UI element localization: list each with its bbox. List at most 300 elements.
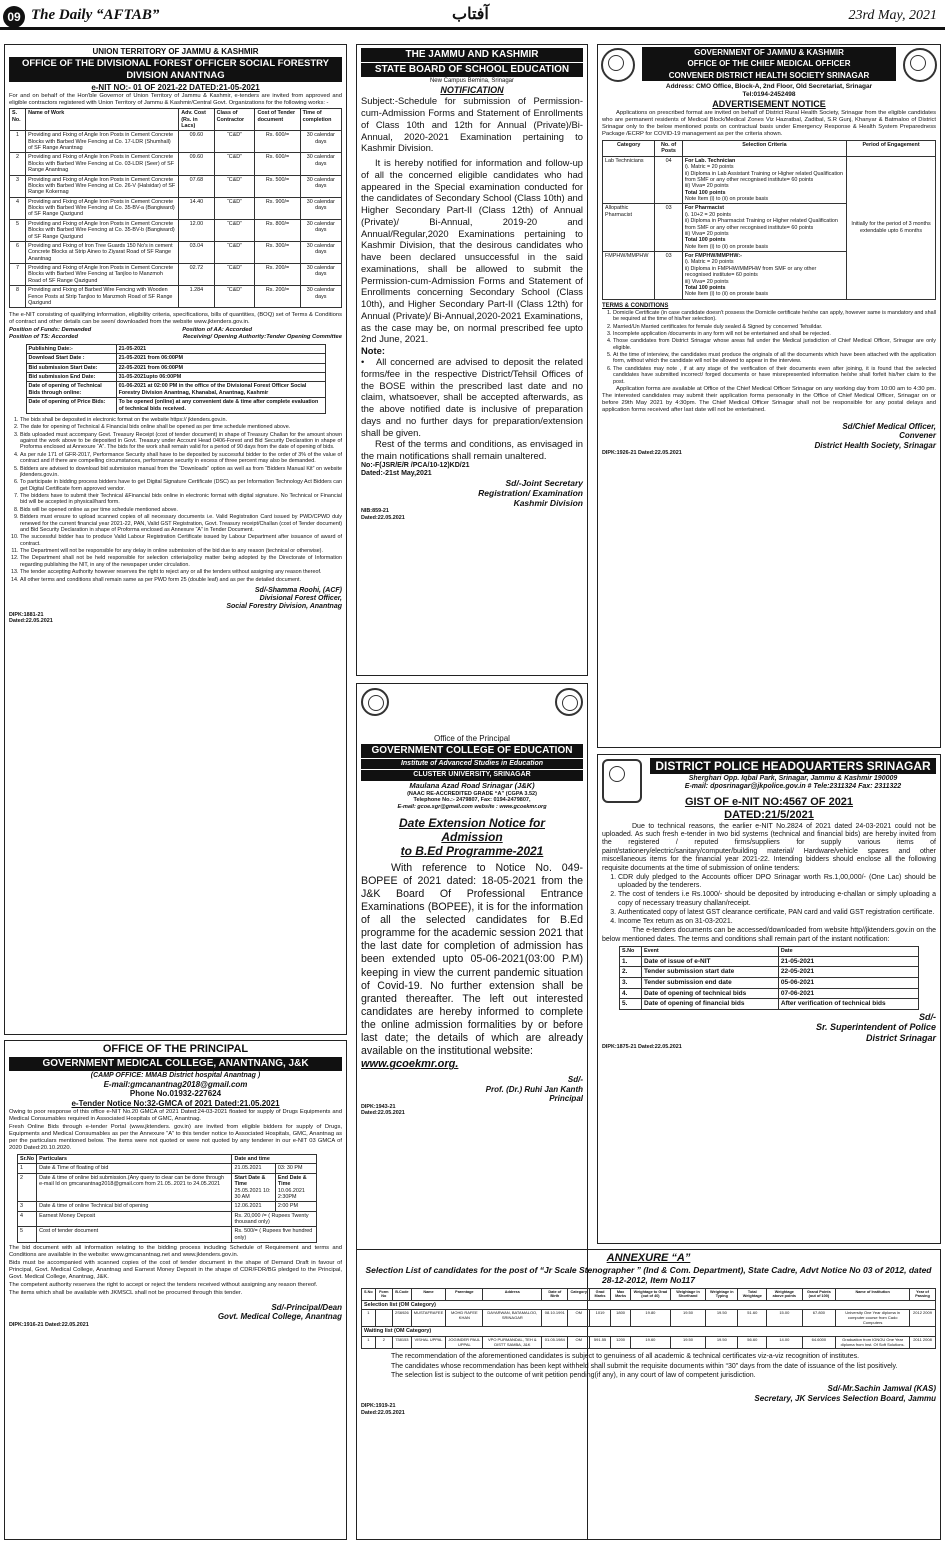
term-item: 3. Bids uploaded must accompany Govt. Treasury Receipt (cost of tender document) in shape of Treasury Challan for the amount shown against the work above to be deposited in Govt. Treasury under Account Head 0406-Forest and Bid Security Declaration in shape of Proforma enclosed at Annexure “A”. The bids for the work shall remain valid for a period of 90 days from the date of opening of bids. [20, 432, 342, 451]
table-cell: 07-06-2021 [778, 988, 918, 999]
gmc-p5: The competent authority reserves the right to accept or reject the tenders received without assigning any reason thereof. [9, 1281, 318, 1288]
cmo-notice [597, 44, 941, 748]
table-cell: After verification of technical bids [778, 999, 918, 1010]
gmc-cell: Cost of tender document [37, 1227, 232, 1243]
annex-col-header: Parentage [446, 1289, 483, 1301]
table-cell: “C&D” [214, 286, 255, 308]
term-item: 5. Bidders are advised to download bid submission manual from the “Downloads” option as well as from “Bidders Manual Kit” on website jktenders.gov.in. [20, 466, 342, 479]
gmc-email: E-mail:gmcanantnag2018@gmail.com [103, 1080, 248, 1090]
table-cell: 3. [620, 977, 642, 988]
gmc-cell: Rs. 20,000 /= ( Rupees Twenty thousand only) [232, 1211, 317, 1227]
table-cell: Providing and Fixing of Angle Iron Posts in Cement Concrete Blocks with Barbed Wire Fencing at Co. 35-BV-a (Bangiward) of SF Range Qazigund [26, 197, 179, 219]
table-cell: 30 calendar days [300, 197, 341, 219]
bose-h1: THE JAMMU AND KASHMIR [361, 48, 583, 62]
table-cell: Providing and Fixing of Angle Iron Posts in Cement Concrete Blocks with Barbed Wire Fencing at Co. 03-LDR (Seer) of SF Range Anantnag [26, 153, 179, 175]
cmo-addr: Address: CMO Office, Block-A, 2nd Floor, Old Secretariat, Srinagar [665, 83, 873, 91]
gmc-cell [275, 1173, 316, 1202]
annex-dipk: DIPK:1919-21 [361, 1403, 396, 1410]
table-cell: 1.284 [179, 286, 214, 308]
table-cell: 67.800 [802, 1310, 836, 1327]
term-item: 7. The bidders have to submit their Technical &Financial bids online in electronic format with digital signature. No Technical or Financial bid will be accepted in physical/hard form. [20, 493, 342, 506]
criteria-line: For FMPHW/MMPHW:- [684, 253, 742, 260]
cmo-dipk: DIPK:1926-21 Dated:22.05.2021 [602, 450, 682, 456]
table-cell: 1 [362, 1310, 376, 1327]
gmc-end-head: End Date & Time [277, 1174, 307, 1188]
cmo-criteria [682, 252, 846, 300]
table-cell: 08.10.1991 [542, 1310, 568, 1327]
forest-col-header: Class of Contractor [214, 109, 255, 131]
gcoe-t1: Date Extension Notice for [398, 816, 546, 831]
table-cell: 51.60 [738, 1310, 767, 1327]
table-cell: 09.60 [179, 153, 214, 175]
gcoe-dated: Dated:22.05.2021 [361, 1110, 405, 1117]
table-cell: “C&D” [214, 197, 255, 219]
term-item: 1. Domicile Certificate (in case candidate doesn't possess the Domicile certificate he/she can apply, however same is mandatory and shall be required at the time of his/her selection). [613, 310, 936, 323]
forest-receiving: Receiving/ Opening Authority:Tender Opening Committee [183, 334, 342, 341]
bose-notice [356, 44, 588, 676]
paper-logo: آفتاب [452, 4, 489, 23]
gcoe-sig2: Principal [549, 1094, 583, 1104]
gmc-cell: Date & Time of floating of bid [37, 1164, 232, 1173]
table-cell: 1019 [589, 1310, 610, 1327]
criteria-line: Note Item (i) to (ii) on prorate basis [684, 196, 769, 203]
gmc-col-date: Date and time [232, 1155, 317, 1164]
criteria-line: For Pharmacist [684, 205, 725, 212]
table-cell: 2 [10, 153, 26, 175]
schedule-label: Bid submission Start Date: [26, 363, 116, 372]
table-cell: “C&D” [214, 241, 255, 263]
table-cell: “C&D” [214, 153, 255, 175]
criteria-line: i). Matric = 20 points [684, 259, 734, 266]
police-gist: GIST OF e-NIT NO:4567 OF 2021 [684, 795, 854, 808]
criteria-line: Total 100 points [684, 284, 726, 291]
gcoe-website-link[interactable]: www.gcoekmr.org. [361, 1058, 459, 1071]
annex-col-header: Grad Marks [589, 1289, 610, 1301]
cmo-sig1: Sd/Chief Medical Officer, [842, 421, 936, 431]
gmc-cell: 4 [18, 1211, 37, 1227]
gmc-table [17, 1154, 317, 1243]
term-item: 6. The candidates may note , if at any stage of the verification of their documents even after joining, it is found that the selected candidates have submitted incorrect/ forged documents or have misrepresented information he/she shall forfeit his/her claim to the post. [613, 366, 936, 385]
gmc-p6: The items which shall be available with JKMSCL shall not be procurred through this tender. [9, 1289, 243, 1296]
table-cell: Rs. 200/= [255, 286, 300, 308]
college-seal-icon [361, 688, 389, 716]
table-cell: Rs. 600/= [255, 153, 300, 175]
table-cell: 19.80 [631, 1310, 671, 1327]
gmc-dipk: DIPK:1916-21 Dated:22.05.2021 [9, 1321, 89, 1328]
criteria-line: ii) Diploma in FMPHW/MMPHW from SMF or any other recognised institute= 60 points [684, 265, 817, 279]
table-cell: 30 calendar days [300, 175, 341, 197]
cmo-app: Application forms are available at Office of the Chief Medical Officer Srinagar on any working day from 10:00 am to 4:30 pm. The interested candidates may submit their application forms personally in the Office of Chief Medical Officer, Srinagar on or before 29th May 2021 by 4:30pm. The Chief Medical Officer Srinagar shall not be responsible for any postal delays and application forms received after last date will not be entertained. [602, 385, 936, 413]
table-cell: 01.05.1984 [542, 1336, 568, 1348]
annex-col-header: Address [483, 1289, 542, 1301]
term-item: 9. Bidders must ensure to upload scanned copies of all necessary documents i.e. Valid Registration Card issued by PWD/CPWD duly renewed for the current financial year 2021-22, PAN, Valid GST Registration, Govt. Treasury receipt/Challan (cost of Tender document) and Bid Security Declaration in shape of Proforma enclosed as Annexure “A” in Tender Document. [20, 514, 342, 533]
forest-p2: The e-NIT consisting of qualifying information, eligibility criteria, specifications, bills of quantities, (BOQ) set of Terms & Conditions of contract and other details can be seen/ downloaded from the website www.jktenders.gov.in. [9, 312, 342, 326]
nhm-logo-right-icon [903, 48, 937, 82]
gmc-end-val: 10.06.2021 2:30PM [277, 1187, 305, 1200]
table-cell: 30 calendar days [300, 153, 341, 175]
gcoe-sig1: Prof. (Dr.) Ruhi Jan Kanth [485, 1084, 583, 1094]
table-row [10, 264, 342, 286]
police-sd: Sd/- [919, 1011, 936, 1022]
gmc-sig1: Sd/-Principal/Dean [271, 1302, 342, 1312]
gmc-p4: Bids must be accompanied with scanned copies of the cost of tender document in the shape of Demand Draft in favour of Principal, Govt. Medical College, Anantnag and Earnest Money Deposit in the shape of CDR/FDR/BG pledged to the Principal, Govt. Medical College, Anantnag, J&K. [9, 1260, 342, 1280]
schedule-label: Date of opening of Price Bids: [26, 398, 116, 414]
schedule-row [26, 398, 325, 414]
gmc-cell: 03: 30 PM [275, 1164, 316, 1173]
gmc-cell: 2 [18, 1173, 37, 1202]
term-item: 4. Those candidates from District Srinagar whose areas fall under the Medical jurisdiction of Chief Medical Officer, Srinagar are only eligible. [613, 338, 936, 351]
gmc-h1: OFFICE OF THE PRINCIPAL [102, 1043, 249, 1055]
forest-col-header: S. No. [10, 109, 26, 131]
term-item: 12. The Department shall not be held responsible for selection criteria/policy matter being adopted by the Directorate of Information regarding publishing the NIT, in any of the newspaper under circulation. [20, 555, 342, 568]
table-row [10, 219, 342, 241]
table-cell: Rs. 300/= [255, 241, 300, 263]
forest-col-header: Name of Work [26, 109, 179, 131]
cmo-col-header: No. of Posts [655, 141, 682, 157]
forest-ts: Position of TS: Accorded [9, 334, 79, 341]
cmo-tc: TERMS & CONDITIONS [602, 302, 669, 309]
table-row [603, 156, 936, 204]
table-cell: Rs. 500/= [255, 175, 300, 197]
criteria-line: Note Item (i) to (ii) on prorate basis [684, 243, 769, 250]
term-item: 5. At the time of interview, the candidates must produce the originals of all the documents which have been attached with the application form, without which the candidate will not be allowed to appear in the interview. [613, 352, 936, 365]
schedule-label: Bid submission End Date: [26, 373, 116, 382]
table-cell: Providing and Fixing of Barbed Wire Fencing with Wooden Fence Posts at Strip Tanjloo to Manzmoh Road of SF Range Qazigund [26, 286, 179, 308]
table-cell: MUSTAFRAFEE [411, 1310, 445, 1327]
page-number: 09 [3, 6, 25, 28]
cmo-criteria [682, 204, 846, 252]
police-col-header: Event [642, 947, 779, 956]
bose-h2: STATE BOARD OF SCHOOL EDUCATION [361, 63, 583, 77]
forest-works-table [9, 108, 342, 308]
table-cell: “C&D” [214, 175, 255, 197]
term-item: 6. To participate in bidding process bidders have to get Digital Signature Certificate (DSC) as per Information Technology Act Bidders can get Digital Certificate form approved vendor. [20, 479, 342, 492]
table-cell: DAYARWAN, BATAMALOO, SRINAGAR [483, 1310, 542, 1327]
requirement-item: 4. Income Tex return as on 31-03-2021. [618, 918, 936, 926]
term-item: 2. The date for opening of Technical & Financial bids online shall be opened as per time schedule mentioned above. [20, 424, 342, 430]
annex-col-header: Weightage in Typing [706, 1289, 738, 1301]
forest-col-header: Cost of Tender document [255, 109, 300, 131]
table-cell: Rs. 200/= [255, 264, 300, 286]
schedule-row [26, 354, 325, 363]
issue-date: 23rd May, 2021 [848, 8, 937, 23]
cmo-posts: 04 [655, 156, 682, 204]
table-row [620, 977, 919, 988]
schedule-label: Date of opening of Technical Bids through online: [26, 382, 116, 398]
cmo-col-header: Category [603, 141, 655, 157]
table-cell: 6 [10, 241, 26, 263]
forest-notice [4, 44, 347, 1035]
gmc-notice [4, 1040, 347, 1540]
schedule-value: 22-05-2021 from 06:00PM [116, 363, 325, 372]
table-cell: 19.50 [670, 1310, 705, 1327]
police-sig1: Sr. Superintendent of Police [815, 1022, 936, 1033]
cmo-title: ADVERTISEMENT NOTICE [712, 98, 826, 109]
gmc-cell: 5 [18, 1227, 37, 1243]
criteria-line: Total 100 points [684, 237, 726, 244]
police-addr: Sherghari Opp. Iqbal Park, Srinagar, Jammu & Kashmir 190009 [688, 775, 898, 783]
gcoe-h2: Institute of Advanced Studies in Education [361, 759, 583, 769]
schedule-row [26, 382, 325, 398]
table-cell: 14.00 [767, 1336, 802, 1348]
forest-h2: OFFICE OF THE DIVISIONAL FOREST OFFICER SOCIAL FORESTRY DIVISION ANANTNAG [9, 57, 342, 81]
gmc-p2: Fresh Online Bids through e-tender Portal (www.jktenders. gov.in) are invited from eligible bidders for supply of Drugs, Equipments and Medical Consumables as per the Annexure “A” to this tender notice to Associated Hospitals, GMC, Anantnag as per the particulars mentioned below. The items were not quoted or were not quoted by any tenderer in our e-NIT 03 GMCA of 2020 Dated:20.10.2020. [9, 1124, 342, 1152]
annex-col-header: Form No [375, 1289, 392, 1301]
table-cell: 03.04 [179, 241, 214, 263]
gcoe-h1: GOVERNMENT COLLEGE OF EDUCATION [361, 744, 583, 758]
cmo-table [602, 140, 936, 300]
police-items [602, 874, 936, 927]
bose-addr: New Campus Bemina, Srinagar [429, 77, 515, 84]
annex-col-header: Year of Passing [910, 1289, 936, 1301]
bose-sig1: Sd/-Joint Secretary [505, 478, 583, 489]
forest-dated: Dated:22.05.2021 [9, 618, 53, 624]
table-cell: 09.60 [179, 131, 214, 153]
table-cell: 30 calendar days [300, 219, 341, 241]
annex-col-header: Weightage above points [767, 1289, 802, 1301]
table-cell: 19.50 [670, 1336, 705, 1348]
gmc-phone: Phone No.01932-227624 [129, 1089, 222, 1099]
table-cell: 07.68 [179, 175, 214, 197]
table-row [10, 197, 342, 219]
table-cell: VISHAL UPPAL [411, 1336, 445, 1348]
table-cell: Rs. 900/= [255, 197, 300, 219]
forest-funds: Position of Funds: Demanded [9, 327, 92, 334]
table-cell: 2012 2009 [910, 1310, 936, 1327]
term-item: 14. All other terms and conditions shall remain same as per PWD form 25 (double leaf) and as per the detailed document. [20, 577, 342, 583]
table-cell: 05-06-2021 [778, 977, 918, 988]
annex-dated: Dated:22.05.2021 [361, 1409, 405, 1416]
bose-bullet: • All concerned are advised to deposit the related forms/fee in the respective District/Tehsil Offices of the BOSE within the prescribed last date and no claim, whatsoever, shall be accepted afterwards, as the above notified date is inclusive of preparation days and no further days for preparation/extension shall be given. [361, 356, 583, 438]
gcoe-mail: E-mail: gcoe.sgr@gmail.com website : www.gcoekmr.org [397, 803, 547, 810]
cmo-h3: CONVENER DISTRICT HEALTH SOCIETY SRINAGAR [642, 70, 896, 81]
table-cell: 15.00 [767, 1310, 802, 1327]
bose-note: Note: [361, 345, 385, 357]
forest-intro: For and on behalf of the Hon'ble Governor of Union Territory of Jammu & Kashmir, e-tenders are invited from approved and eligible contractors registered with Union Territory of Jammu & Kashmir/Central Govt. Organizations for the following works: - [9, 93, 342, 107]
annex-title: ANNEXURE “A” [606, 1252, 691, 1264]
bose-bullet-text: All concerned are advised to deposit the related forms/fee in the respective District/Tehsil Offices of the BOSE within the prescribed last date and no claim, whatsoever, shall be accepted afterwards, as the above notified date is inclusive of preparation days and no further days for preparation/extension shall be given. [361, 356, 583, 438]
gmc-cell: 2:00 PM [275, 1202, 316, 1211]
table-cell: 4. [620, 988, 642, 999]
gmc-col-particulars: Particulars [37, 1155, 232, 1164]
criteria-line: i). Matric = 20 points [684, 164, 734, 171]
gmc-notice-no: e-Tender Notice No:32-GMCA of 2021 Dated:21.05.2021 [71, 1098, 280, 1108]
table-cell: “C&D” [214, 131, 255, 153]
table-row [362, 1310, 936, 1327]
police-col-header: S.No [620, 947, 642, 956]
annex-col-header: S.No [362, 1289, 376, 1301]
table-row [10, 153, 342, 175]
table-cell: Graduation from IGNOU One Year diploma from Inst. Of Soft Solutions. [836, 1336, 910, 1348]
police-dipk: DIPK:1875-21 Dated:22.05.2021 [602, 1043, 682, 1050]
gcoe-sd: Sd/- [567, 1075, 583, 1085]
forest-sig1: Sd/-Shamma Roohi, (ACF) [254, 586, 342, 594]
gmc-start-head: Start Date & Time [234, 1174, 266, 1188]
gcoe-body: With reference to Notice No. 049-BOPEE of 2021 dated: 18-05-2021 from the J&K Board Of Professional Entrance Examinations (BOPEE), it is for the information of all the selected candidates for B.Ed programme for the academic session 2021 that the last date for completion of admission has been extended upto 05-06-2021(03:00 P.M) keeping in view the current pandemic situation of Covid-19. No further extension shall be granted thereafter. The left out interested candidates are hereby informed to complete the online admission formalities by or before last date; the details of which are already available on the institutional website: [361, 861, 583, 1058]
table-cell: Tender submission start date [642, 967, 779, 978]
table-row [10, 286, 342, 308]
forest-dipk: DIPK:1881-21 [9, 611, 44, 618]
gmc-p3: The bid document with all information relating to the bidding process including Schedule of Requirement and terms and Conditions are available in the website: www.gmcanantnag.net and www.jktenders.gov.in. [9, 1245, 342, 1259]
cmo-category: Lab Technicians [603, 156, 655, 204]
gmc-cell: 21.05.2021 [232, 1164, 275, 1173]
table-cell: “C&D” [214, 219, 255, 241]
gcoe-dipk: DIPK:1943-21 [361, 1103, 396, 1110]
gcoe-t2: Admission [441, 830, 503, 845]
term-item: 4. As per rule 171 of GFR-2017, Performance Security shall have to be deposited by successful bidder to the order of 3% of the value of contract and if there are compelling circumstances, performance security in excess of three percent may also be demanded. [20, 452, 342, 465]
gmc-sig2: Govt. Medical College, Anantnag [217, 1312, 342, 1322]
table-cell: Providing and Fixing of Angle Iron Posts in Cement Concrete Blocks with Barbed Wire Fencing at Co. 17-LDR (Shumhall) of SF Range Anantnag [26, 131, 179, 153]
table-row [620, 999, 919, 1010]
term-item: 3. Incomplete application /documents in any form will not be entertained and shall be rejected. [613, 331, 936, 337]
criteria-line: ii) Diploma in Pharmacist Training or Higher related Qualification from SMF or any other recognised institute= 60 points [684, 218, 838, 231]
gmc-cell: Date & time of online Technical bid of opening [37, 1202, 232, 1211]
gmc-cell: 1 [18, 1164, 37, 1173]
schedule-value: 21-05-2021 [116, 344, 325, 353]
table-cell: Tender submission end date [642, 977, 779, 988]
table-cell: University One Year diploma in computer course from Cado Computers [836, 1310, 910, 1327]
table-cell: OM [568, 1336, 589, 1348]
term-item: 2. Married/Un Married certificates for female duly sealed & Signed by concerned Tehsildar. [613, 324, 936, 330]
gcoe-tel: Telephone No.:- 2479807, Fax: 0194-2479807, [413, 797, 531, 804]
police-notice [597, 754, 941, 1244]
term-item: 1. The bids shall be deposited in electronic format on the website https:// jktenders.gov.in. [20, 417, 342, 423]
police-dated: DATED:21/5/2021 [724, 808, 814, 821]
cmo-category: Allopathic Pharmacist [603, 204, 655, 252]
gmc-camp: (CAMP OFFICE: MMAB District hospital Anantnag ) [90, 1071, 261, 1079]
cmo-tel: Tel:0194-2452498 [742, 90, 796, 98]
table-row [620, 956, 919, 967]
table-cell: 12.00 [179, 219, 214, 241]
annex-col-header: Max Marks [611, 1289, 631, 1301]
annex-col-header: Grand Points (out of 100) [802, 1289, 836, 1301]
criteria-line: For Lab. Technician [684, 157, 736, 164]
table-cell: Date of opening of technical bids [642, 988, 779, 999]
cmo-posts: 03 [655, 204, 682, 252]
police-table [619, 946, 919, 1010]
annexure-notice [356, 1249, 941, 1540]
cmo-col-header: Selection Criteria [682, 141, 846, 157]
table-cell: “C&D” [214, 264, 255, 286]
cmo-intro: Applications on prescribed format are invited on behalf of District Rural Health Society, Srinagar from the eligible candidates who are permanent residents of Medical Block/Medical Zones Viz Hazratbal, Zadibal, S.R Gunj, Khanyar & Batmaloo of District Srinagar only to the below mentioned posts on contractual basis under Emergency Response & Health System Preparedness Package /ECRP for COVID-19 management as per the criteria shown. [602, 110, 936, 138]
table-cell: 1200 [611, 1336, 631, 1348]
annex-p1: The recommendation of the aforementioned candidates is subject to genuiness of all academic & technical certificates viz-a-viz recognition of institutes. [391, 1353, 860, 1361]
table-cell: Rs. 800/= [255, 219, 300, 241]
table-cell: Providing and Fixing of Angle Iron Posts in Cement Concrete Blocks with Barbed Wire Fencing at Tanjloo to Manzmoh Road of SF Range Qazigund [26, 264, 179, 286]
nhm-logo-icon [601, 48, 635, 82]
bose-no: No:-F(JSR/E/R /PCA/10-12)KD/21 [361, 461, 470, 469]
annex-sub: Selection List of candidates for the post of “Jr Scale Stenographer ” (Ind & Com. Department), State Cadre, Advt Notice No 03 of 2012, dated 28-12-2012, Item No117 [365, 1264, 932, 1285]
annex-col-header: B.Code [392, 1289, 411, 1301]
table-cell: 3 [10, 175, 26, 197]
table-cell [375, 1310, 392, 1327]
gmc-h2: GOVERNMENT MEDICAL COLLEGE, ANANTNANG, J&K [9, 1057, 342, 1071]
table-cell: 2 [375, 1336, 392, 1348]
table-cell: VPO PURMANDAL, TEH & DISTT SAMBA, J&K [483, 1336, 542, 1348]
annex-p3: The selection list is subject to the outcome of writ petition pending(if any), in any court of law of competent jurisdiction. [391, 1372, 756, 1380]
schedule-row [26, 373, 325, 382]
paper-name: The Daily “AFTAB” [31, 7, 160, 23]
forest-col-header: Time of completion [300, 109, 341, 131]
table-cell: 19.60 [631, 1336, 671, 1348]
bose-rest: Rest of the terms and conditions, as envisaged in the main notifications shall remain unaltered. [361, 438, 583, 462]
table-cell: 8 [10, 286, 26, 308]
forest-sig3: Social Forestry Division, Anantnag [226, 603, 342, 611]
annex-table [361, 1288, 936, 1349]
annex-col-header: Weightage in Shorthand [670, 1289, 705, 1301]
bose-dated: Dated:22.05.2021 [361, 514, 405, 521]
table-cell: 2011 2008 [910, 1336, 936, 1348]
table-cell: 1. [620, 956, 642, 967]
term-item: 10. The successful bidder has to produce Valid Labour Registration Certificate issued by Labour Department after issuance of award of contract. [20, 534, 342, 547]
table-cell: 738153 [392, 1336, 411, 1348]
requirement-item: 2. The cost of tenders i.e Rs.1000/- should be deposited by introducing e-challan or simply uploading a copy of necessary treasury challan/receipt. [618, 891, 936, 908]
table-row [362, 1336, 936, 1348]
table-cell: 14.40 [179, 197, 214, 219]
jk-police-logo-icon [602, 759, 642, 803]
gmc-cell: Earnest Money Deposit [37, 1211, 232, 1227]
cmo-sig2: Convener [899, 431, 936, 441]
gmc-cell [232, 1173, 275, 1202]
annex-col-header: Total Weightage [738, 1289, 767, 1301]
term-item: 11. The Department will not be responsible for any delay in online submission of the bid due to any reason (technical or otherwise). [20, 548, 342, 554]
table-cell: 7 [10, 264, 26, 286]
gmc-cell: Rs. 500/= ( Rupees five hundred only) [232, 1227, 317, 1243]
schedule-label: Publishing Date:- [26, 344, 116, 353]
table-row [620, 988, 919, 999]
table-cell: Providing and Fixing of Angle Iron Posts in Cement Concrete Blocks with Barbed Wire Fencing at Co. 35-BV-b (Bangiward) of SF Range Qazigund [26, 219, 179, 241]
annex-p2: The candidates whose recommendation has been kept withheld shall submit the requisite documents within “30” days from the date of issuance of the list positively. [391, 1362, 898, 1370]
table-cell: 02.72 [179, 264, 214, 286]
table-cell: 19.50 [706, 1310, 738, 1327]
cmo-criteria [682, 156, 846, 204]
forest-sig2: Divisional Forest Officer, [259, 595, 342, 603]
bose-nib: NIB:859-21 [361, 508, 389, 515]
table-cell: 5 [10, 219, 26, 241]
cmo-category: FMPHW/MMPHW [603, 252, 655, 300]
table-cell: Date of issue of e-NIT [642, 956, 779, 967]
police-h1: DISTRICT POLICE HEADQUARTERS SRINAGAR [650, 758, 936, 774]
table-cell: 1800 [611, 1310, 631, 1327]
criteria-line: iii) Viva= 20 points [684, 230, 729, 237]
bose-subject: Subject:-Schedule for submission of Permission-cum-Admission Forms and Statement of Enrollments of Class 10th and 12th for Annual (Private)/Bi-Annual, 2020-2021 Examination pertaining to Kashmir Division. [361, 95, 583, 154]
annex-col-header: Date of Birth [542, 1289, 568, 1301]
table-cell: 30 calendar days [300, 241, 341, 263]
gmc-cell: Date & time of online bid submission.(Any query to clear can be done through e-mail Id on gmcanantnag2018@gmail.com from 21.05..2021 to 24.05.2021 [37, 1173, 232, 1202]
annex-col-header: Category [568, 1289, 589, 1301]
table-cell: Providing and Fixing of Iron Tree Guards 150 No's in cement Concrete Blocks at Strip Aineo to Ziyarat Road of SF Range Anantnag [26, 241, 179, 263]
gmc-start-val: 25.05.2021 10: 30 AM [234, 1187, 271, 1200]
table-row [10, 131, 342, 153]
bose-sig2: Registration/ Examination [478, 488, 583, 499]
forest-col-header: Adv. Cost (Rs. in Lacs) [179, 109, 214, 131]
table-cell: 30 calendar days [300, 264, 341, 286]
table-cell: 56.60 [738, 1336, 767, 1348]
schedule-value: 31-05-2021upto 06:00PM [116, 373, 325, 382]
table-cell: 2. [620, 967, 642, 978]
table-cell: 1 [362, 1336, 376, 1348]
table-cell: Rs. 600/= [255, 131, 300, 153]
cmo-col-header: Period of Engagement [847, 141, 936, 157]
gmc-cell: 3 [18, 1202, 37, 1211]
table-cell: 22-05-2021 [778, 967, 918, 978]
police-sig2: District Srinagar [865, 1033, 936, 1044]
table-cell: JOGINDER PAUL UPPAL [446, 1336, 483, 1348]
schedule-value: To be opened (online) at any convenient date & time after complete evaluation of technical bids received. [116, 398, 325, 414]
requirement-item: 3. Authenticated copy of latest GST clearance certificate, PAN card and valid GST registration certificate. [618, 909, 936, 917]
annex-col-header: Name of Institution [836, 1289, 910, 1301]
schedule-value: 21-05-2021 from 06:00PM [116, 354, 325, 363]
